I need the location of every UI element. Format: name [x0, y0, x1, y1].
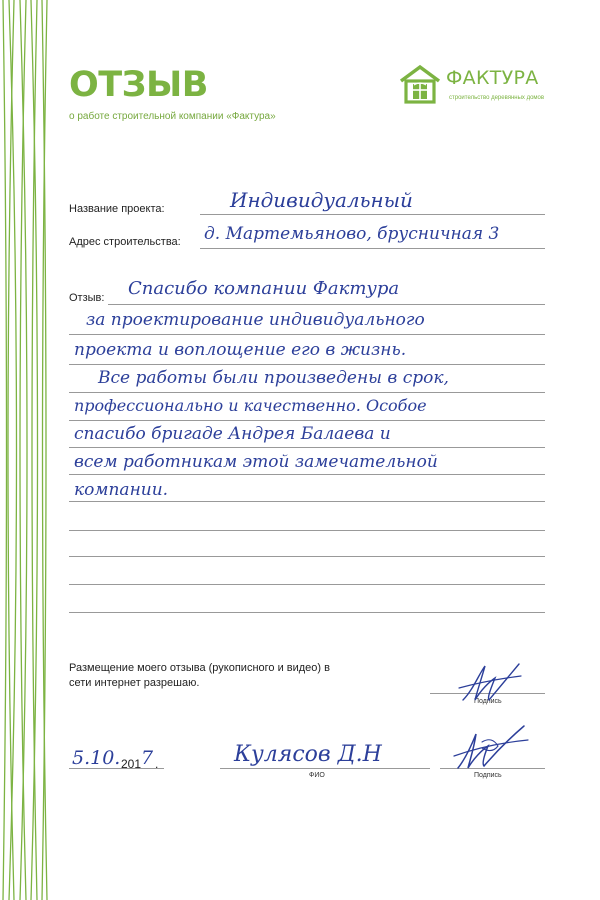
company-logo [399, 64, 559, 114]
project-name-rule [200, 214, 545, 215]
project-name-label: Название проекта: [69, 203, 165, 215]
page-subtitle: о работе строительной компании «Фактура» [69, 111, 276, 122]
review-text-line: профессионально и качественно. Особое [74, 396, 427, 415]
date-day-month: 5.10. [72, 747, 121, 769]
review-rule-10 [69, 556, 545, 557]
footer-signature-label: Подпись [474, 772, 502, 779]
date-year-dot: . [155, 757, 159, 771]
review-rule-9 [69, 530, 545, 531]
page-title: ОТЗЫВ [69, 65, 208, 105]
review-rule-11 [69, 584, 545, 585]
review-rule-1 [108, 304, 545, 305]
review-rule-4 [69, 392, 545, 393]
fio-rule [220, 768, 430, 769]
review-text-line: за проектирование индивидуального [86, 310, 425, 330]
footer-signature-drawing [452, 722, 532, 772]
review-rule-3 [69, 364, 545, 365]
review-text-line: компании. [74, 480, 169, 500]
review-text-line: всем работникам этой замечательной [74, 452, 438, 472]
consent-text-line-1: Размещение моего отзыва (рукописного и видео) в [69, 662, 330, 674]
address-rule [200, 248, 545, 249]
consent-text-line-2: сети интернет разрешаю. [69, 677, 200, 689]
review-rule-8 [69, 501, 545, 502]
review-rule-6 [69, 447, 545, 448]
consent-signature-drawing [455, 660, 525, 706]
address-label: Адрес строительства: [69, 236, 181, 248]
date-year-suffix: 7 [141, 747, 154, 769]
review-text-line: спасибо бригаде Андрея Балаева и [74, 424, 391, 444]
address-value: д. Мартемьяново, брусничная 3 [204, 224, 500, 244]
logo-name: ФАКТУРА [446, 67, 539, 89]
review-rule-5 [69, 420, 545, 421]
fio-value: Кулясов Д.Н [234, 742, 382, 767]
review-text-line: Все работы были произведены в срок, [98, 368, 449, 388]
fio-label: ФИО [309, 772, 325, 779]
review-text-line: проекта и воплощение его в жизнь. [74, 340, 407, 360]
consent-signature-label: Подпись [474, 698, 502, 705]
house-icon [399, 64, 441, 104]
review-label: Отзыв: [69, 292, 105, 304]
review-rule-12 [69, 612, 545, 613]
logo-tagline: строительство деревянных домов [449, 95, 545, 101]
review-rule-2 [69, 334, 545, 335]
date-year-prefix: 201 [121, 757, 142, 771]
review-rule-7 [69, 474, 545, 475]
review-text-line: Спасибо компании Фактура [128, 278, 400, 299]
project-name-value: Индивидуальный [230, 188, 413, 212]
decorative-green-lines [0, 0, 60, 900]
